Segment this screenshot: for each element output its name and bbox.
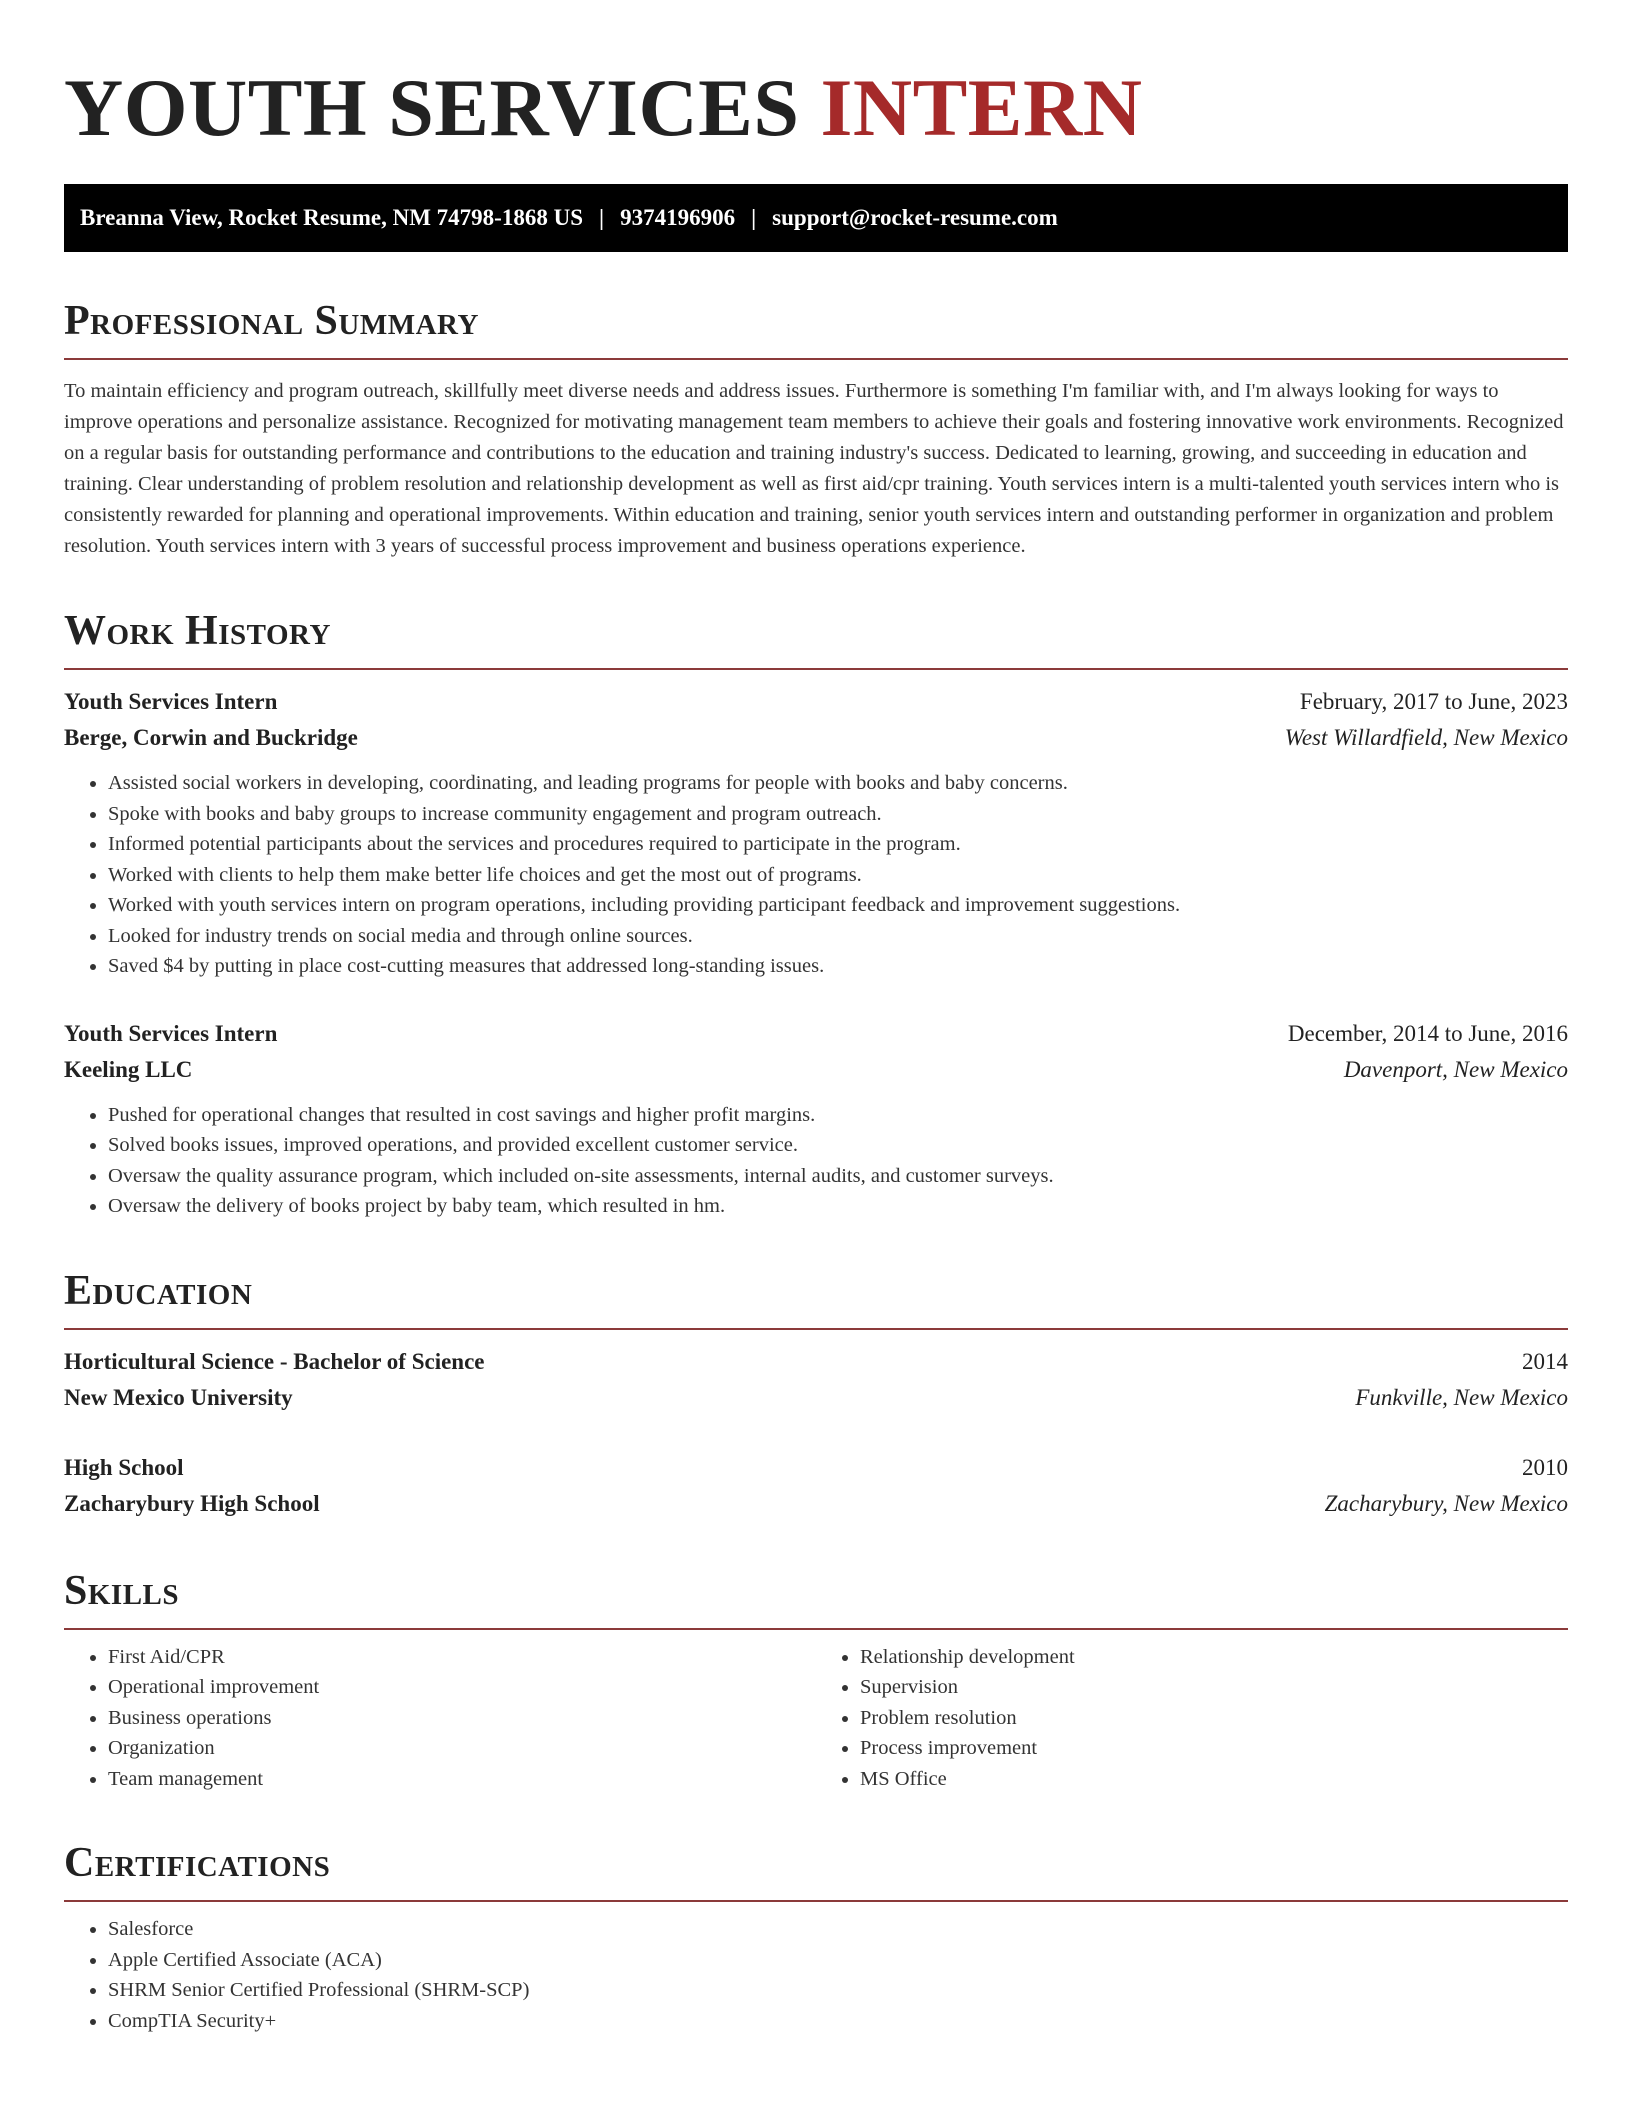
certifications-heading: Certifications: [64, 1840, 331, 1886]
skills-column-left: [64, 1642, 816, 1795]
certifications-list: [64, 1914, 1568, 2036]
list-item: • Oversaw the delivery of books project by baby team, which resulted in hm.: [108, 1191, 1568, 1222]
education-heading: Education: [64, 1267, 253, 1314]
title-accent: INTERN: [820, 62, 1143, 153]
list-item: • Relationship development: [860, 1642, 1568, 1673]
job-title: Youth Services Intern: [64, 1020, 278, 1046]
list-item: • SHRM Senior Certified Professional (SHRM-SCP): [108, 1975, 1568, 2006]
section-divider: [64, 1900, 1568, 1902]
list-item: • Oversaw the quality assurance program, which included on-site assessments, internal audits, and customer surveys.: [108, 1161, 1568, 1192]
work-history-heading: Work History: [64, 608, 331, 654]
summary-heading: Professional Summary: [64, 298, 479, 344]
job-duties: [64, 768, 1568, 982]
contact-email[interactable]: support@rocket-resume.com: [772, 205, 1058, 230]
job-title: Youth Services Intern: [64, 689, 278, 714]
section-divider: [64, 1328, 1568, 1330]
job-location: Davenport, New Mexico: [1343, 1056, 1568, 1082]
contact-phone[interactable]: 9374196906: [620, 205, 736, 230]
list-item: • Solved books issues, improved operations, and provided excellent customer service.: [108, 1130, 1568, 1161]
skills-heading: Skills: [64, 1567, 180, 1614]
education-school: New Mexico University: [64, 1384, 293, 1410]
education-year: 2010: [1522, 1454, 1568, 1480]
list-item: • Pushed for operational changes that resulted in cost savings and higher profit margins.: [108, 1100, 1568, 1131]
list-item: • Looked for industry trends on social media and through online sources.: [108, 921, 1568, 952]
job-dates: December, 2014 to June, 2016: [1287, 1020, 1568, 1046]
list-item: • Assisted social workers in developing, coordinating, and leading programs for people with books and baby concerns.: [108, 768, 1568, 799]
education-school: Zacharybury High School: [64, 1490, 320, 1516]
list-item: • First Aid/CPR: [108, 1642, 816, 1673]
job-company: Keeling LLC: [64, 1056, 193, 1082]
skills-list: [64, 1642, 1568, 1795]
section-divider: [64, 1628, 1568, 1630]
section-divider: [64, 358, 1568, 360]
job-dates: February, 2017 to June, 2023: [1299, 689, 1568, 714]
list-item: • Spoke with books and baby groups to increase community engagement and program outreach.: [108, 799, 1568, 830]
list-item: • MS Office: [860, 1764, 1568, 1795]
list-item: • Saved $4 by putting in place cost-cutting measures that addressed long-standing issues.: [108, 951, 1568, 982]
list-item: • Supervision: [860, 1672, 1568, 1703]
list-item: • CompTIA Security+: [108, 2006, 1568, 2037]
list-item: • Salesforce: [108, 1914, 1568, 1945]
section-divider: [64, 668, 1568, 670]
contact-separator: |: [751, 205, 757, 230]
list-item: • Worked with youth services intern on program operations, including providing participant feedback and improvement suggestions.: [108, 890, 1568, 921]
education-entry: [64, 1344, 1568, 1416]
list-item: • Operational improvement: [108, 1672, 816, 1703]
job-duties: [64, 1100, 1568, 1222]
list-item: • Worked with clients to help them make better life choices and get the most out of programs.: [108, 860, 1568, 891]
skills-column-right: [816, 1642, 1568, 1795]
summary-text: To maintain efficiency and program outreach, skillfully meet diverse needs and address issues. Furthermore is something I'm familiar with, and I'm always looking for ways to improve operations and personalize assistance. Recognized for motivating management team members to achieve their goals and fostering innovative work environments. Recognized on a regular basis for outstanding performance and contributions to the education and training industry's success. Dedicated to learning, growing, and succeeding in education and training. Clear understanding of problem resolution and relationship development as well as first aid/cpr training. Youth services intern is a multi-talented youth services intern who is consistently rewarded for planning and operational improvements. Within education and training, senior youth services intern and outstanding performer in organization and problem resolution. Youth services intern with 3 years of successful process improvement and business operations experience.: [64, 380, 1564, 557]
job-entry: [64, 1016, 1568, 1222]
list-item: • Team management: [108, 1764, 816, 1795]
resume-title: [64, 56, 1568, 154]
education-entry: [64, 1450, 1568, 1522]
list-item: • Problem resolution: [860, 1703, 1568, 1734]
education-location: Zacharybury, New Mexico: [1324, 1490, 1568, 1516]
education-year: 2014: [1522, 1348, 1568, 1374]
job-location: West Willardfield, New Mexico: [1284, 725, 1568, 750]
job-company: Berge, Corwin and Buckridge: [64, 725, 358, 750]
list-item: • Process improvement: [860, 1733, 1568, 1764]
job-entry: [64, 684, 1568, 982]
list-item: • Organization: [108, 1733, 816, 1764]
list-item: • Informed potential participants about the services and procedures required to participate in the program.: [108, 829, 1568, 860]
education-degree: High School: [64, 1454, 184, 1480]
contact-separator: |: [599, 205, 605, 230]
list-item: • Apple Certified Associate (ACA): [108, 1945, 1568, 1976]
education-degree: Horticultural Science - Bachelor of Science: [64, 1348, 485, 1374]
list-item: • Business operations: [108, 1703, 816, 1734]
contact-address: Breanna View, Rocket Resume, NM 74798-1868 US: [80, 205, 583, 230]
title-main: YOUTH SERVICES: [64, 62, 800, 153]
education-location: Funkville, New Mexico: [1355, 1384, 1568, 1410]
contact-bar: [64, 184, 1568, 252]
